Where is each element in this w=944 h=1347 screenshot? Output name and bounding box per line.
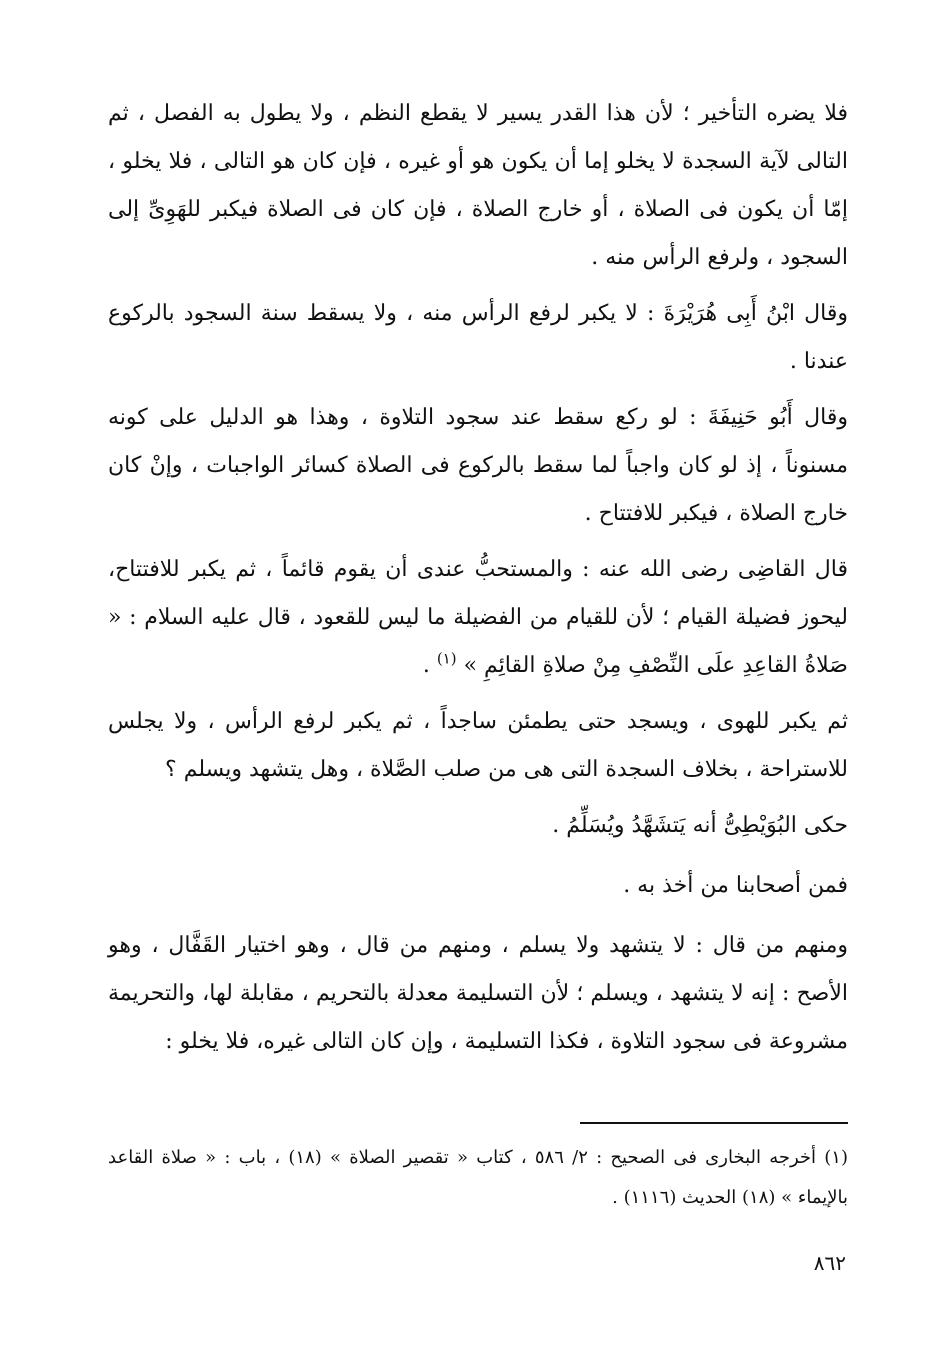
- paragraph-qaffal: ومنهم من قال : لا يتشهد ولا يسلم ، ومنهم من قال ، وهو اختيار القَفَّال ، وهو الأصح : إنه لا يتشهد ، ويسلم ؛ لأن التسليمة معدلة بالتحريم ، مقابلة لها، والتحريمة مشروعة فى سجود التلاوة ، فكذا التسليمة ، وإن كان التالى غيره، فلا يخلو :: [108, 933, 849, 1054]
- paragraph-buwayti: حكى البُوَيْطِىُّ أنه يَتشَهَّدُ ويُسَلِّمُ .: [552, 813, 848, 838]
- paragraph-ibn-abi-hurayra: وقال ابْنُ أَبِى هُرَيْرَةَ : لا يكبر لرفع الرأس منه ، ولا يسقط سنة السجود بالركوع عندنا .: [108, 301, 848, 374]
- footnotes: [108, 1138, 848, 1218]
- page-number: ٨٦٢: [813, 1251, 846, 1275]
- paragraph-delay: فلا يضره التأخير ؛ لأن هذا القدر يسير لا يقطع النظم ، ولا يطول به الفصل ، ثم التالى لآية السجدة لا يخلو إما أن يكون هو أو غيره ، فإن كان هو التالى ، فلا يخلو ، إمّا أن يكون فى الصلاة ، أو خارج الصلاة ، فإن كان فى الصلاة فيكبر للهَوِىِّ إلى السجود ، ولرفع الرأس منه .: [108, 101, 848, 270]
- paragraph-companions: فمن أصحابنا من أخذ به .: [623, 873, 848, 898]
- paragraph-takbir-prostration: ثم يكبر للهوى ، ويسجد حتى يطمئن ساجداً ، ثم يكبر لرفع الرأس ، ولا يجلس للاستراحة ، بخلاف السجدة التى هى من صلب الصَّلاة ، وهل يتشهد ويسلم ؟: [108, 709, 848, 782]
- paragraph-abu-hanifa: وقال أَبُو حَنِيفَةَ : لو ركع سقط عند سجود التلاوة ، وهذا هو الدليل على كونه مسنوناً ، إذ لو كان واجباً لما سقط بالركوع فى الصلاة كسائر الواجبات ، وإنْ كان خارج الصلاة ، فيكبر للافتتاح .: [108, 405, 848, 526]
- qadi-end: .: [422, 653, 437, 678]
- qadi-text: قال القاضِى رضى الله عنه : والمستحبُّ عندى أن يقوم قائماً ، ثم يكبر للافتتاح، ليحوز فضيلة القيام ؛ لأن للقيام من الفضيلة ما ليس للقعود ، قال عليه السلام : « صَلاةُ القاعِدِ علَى النِّصْفِ مِنْ صلاةِ القائِمِ »: [108, 557, 848, 678]
- footnote-1: (١) أخرجه البخارى فى الصحيح : ٢/ ٥٨٦ ، كتاب « تقصير الصلاة » (١٨) ، باب : « صلاة القاعد بالإيماء » (١٨) الحديث (١١١٦) .: [108, 1147, 848, 1208]
- footnote-separator: [580, 1122, 848, 1124]
- main-text: [108, 90, 848, 1074]
- paragraph-qadi: [108, 546, 848, 690]
- footnote-reference: (١): [436, 649, 457, 668]
